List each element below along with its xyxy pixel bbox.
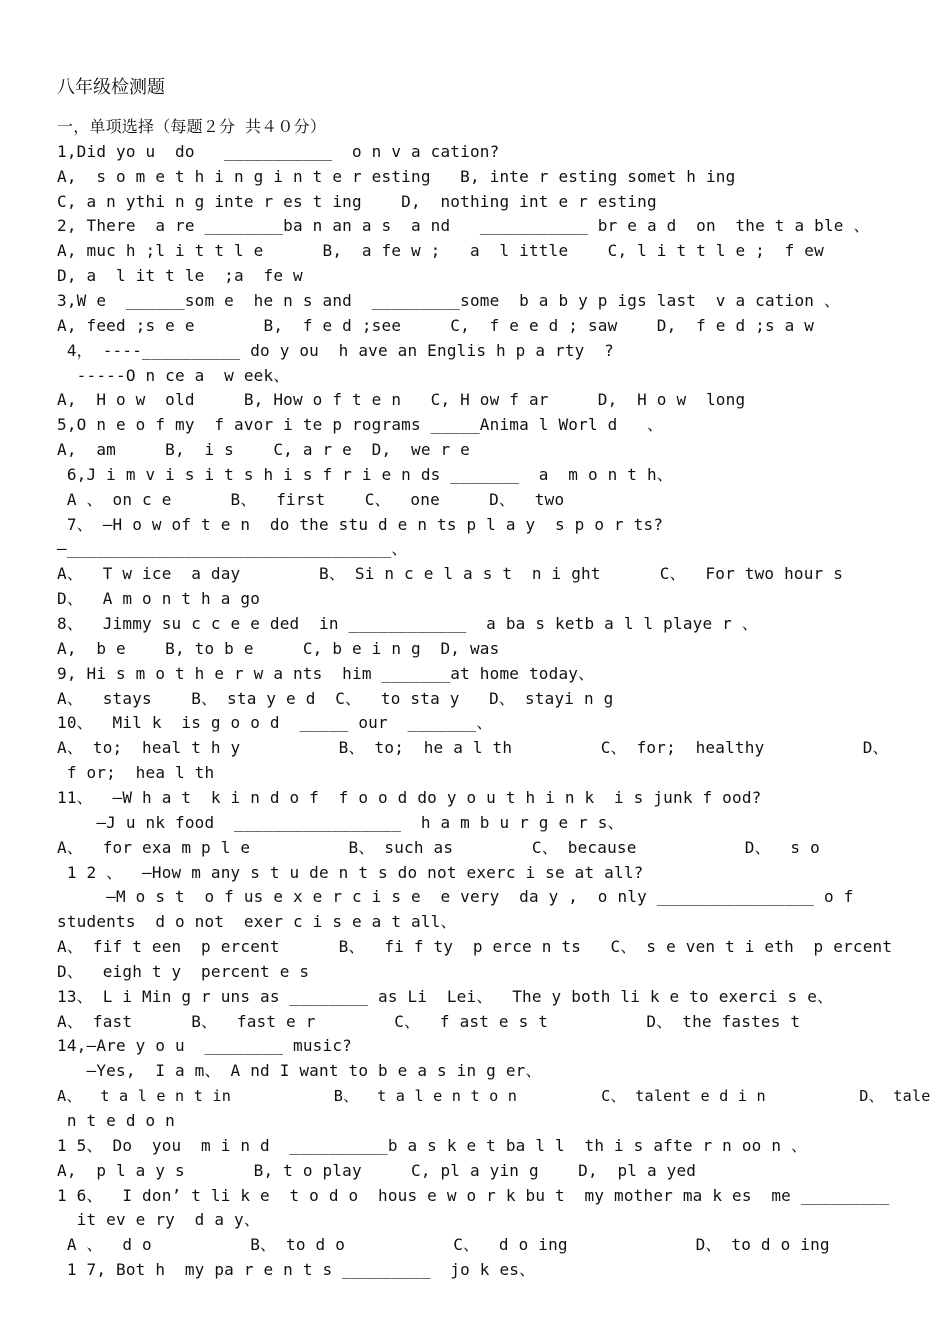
text-line: 一，单项选择（每题２分 共４０分） xyxy=(57,117,327,136)
text-line: —M o s t o f us e x e r c i s e e very da y , o nly ________________ o f xyxy=(57,887,854,907)
text-line: 1 6、 I don’ t li k e t o d o hous e w o r k bu t my mother ma k es me _________ xyxy=(57,1185,890,1205)
text-line: 10、 Mil k is g o o d _____ our _______、 xyxy=(57,713,493,733)
text-line: C, a n ythi n g inte r es t ing D, nothing int e r esting xyxy=(57,191,657,211)
text-line: A, p l a y s B, t o play C, pl a yin g D, pl a yed xyxy=(57,1160,697,1180)
text-line: 14,—Are y o u ________ music? xyxy=(57,1036,352,1056)
text-line: A、 for exa m p l e B、 such as C、 because D、 s o xyxy=(57,837,820,857)
text-line: 7、 —H o w of t e n do the stu d e n ts p l a y s p o r ts? xyxy=(57,514,664,534)
text-line: A、 fast B、 fast e r C、 f ast e s t D、 the fastes t xyxy=(57,1011,801,1031)
text-line: A, muc h ;l i t t l e B, a fe w ; a l ittle C, l i t t l e ; f ew xyxy=(57,241,824,261)
text-line: D, a l it t le ;a fe w xyxy=(57,266,303,286)
text-line: —J u nk food _________________ h a m b u r g e r s、 xyxy=(57,812,624,832)
text-line: it ev e ry d a y、 xyxy=(57,1210,261,1230)
text-line: students d o not exer c i s e a t all、 xyxy=(57,912,457,932)
text-line: —Yes, I a m、 A nd I want to b e a s in g er、 xyxy=(57,1061,542,1081)
text-line: 8、 Jimmy su c c e e ded in ____________ a ba s ketb a l l playe r 、 xyxy=(57,614,759,633)
text-line: n t e d o n xyxy=(57,1111,175,1130)
text-line: 9, Hi s m o t h e r w a nts him _______at home today、 xyxy=(57,663,595,683)
text-line: f or; hea l th xyxy=(57,763,215,783)
text-line: A、 T w ice a day B、 Si n c e l a s t n i ght C、 For two hour s xyxy=(57,564,844,584)
text-line: A, am B, i s C, a r e D, we r e xyxy=(57,440,470,460)
text-line: A、 to; heal t h y B、 to; he a l th C、 for; healthy D、 xyxy=(57,738,889,758)
text-line: D、 A m o n t h a go xyxy=(57,589,261,609)
text-line: 6,J i m v i s i t s h i s f r i e n ds _______ a m o n t h、 xyxy=(57,464,674,484)
text-line: A, b e B, to b e C, b e i n g D, was xyxy=(57,638,500,658)
text-line: 1 7, Bot h my pa r e n t s _________ jo k es、 xyxy=(57,1260,536,1280)
text-line: 13、 L i Min g r uns as ________ as Li Lei、 The y both li k e to exerci s e、 xyxy=(57,986,834,1006)
text-line: A, s o m e t h i n g i n t e r esting B, inte r esting somet h ing xyxy=(57,166,736,186)
text-line: A 、 d o B、 to d o C、 d o ing D、 to d o ing xyxy=(57,1235,830,1255)
text-line: 11、 —W h a t k i n d o f f o o d do y o u t h i n k i s junk f ood? xyxy=(57,787,762,807)
text-line: 4， ----__________ do y ou h ave an Englis h p a rty ? xyxy=(57,340,615,360)
text-line: A 、 on c e B、 first C、 one D、 two xyxy=(57,489,565,509)
text-line: -----O n ce a w eek、 xyxy=(57,365,290,385)
page-title: 八年级检测题 xyxy=(57,77,165,98)
text-line: A、 stays B、 sta y e d C、 to sta y D、 stayi n g xyxy=(57,688,614,708)
text-line: 3,W e ______som e he n s and _________some b a b y p igs last v a cation 、 xyxy=(57,290,841,310)
text-line: A, H o w old B, How o f t e n C, H ow f ar D, H o w long xyxy=(57,390,746,410)
text-line: A、 fif t een p ercent B、 fi f ty p erce n ts C、 s e ven t i eth p ercent xyxy=(57,937,893,957)
text-line: A, feed ;s e e B, f e d ;see C, f e e d ; saw D, f e d ;s a w xyxy=(57,315,815,335)
text-line: 1 2 、 —How m any s t u de n t s do not exerc i se at all? xyxy=(57,862,644,882)
text-line: 1,Did yo u do ___________ o n v a cation? xyxy=(57,141,500,161)
text-line: —_________________________________、 xyxy=(57,539,408,559)
text-line: 5,O n e o f my f avor i te p rograms _____Anima l Worl d 、 xyxy=(57,415,664,435)
text-line: 1 5、 Do you m i n d __________b a s k e t ba l l th i s afte r n oo n 、 xyxy=(57,1135,808,1155)
text-line: D、 eigh t y percent e s xyxy=(57,961,310,981)
text-line: 2, There a re ________ba n an a s a nd ___________ br e a d on the t a ble 、 xyxy=(57,216,870,236)
text-line: A、 t a l e n t in B、 t a l e n t o n C、 talent e d i n D、 tale xyxy=(57,1087,931,1106)
